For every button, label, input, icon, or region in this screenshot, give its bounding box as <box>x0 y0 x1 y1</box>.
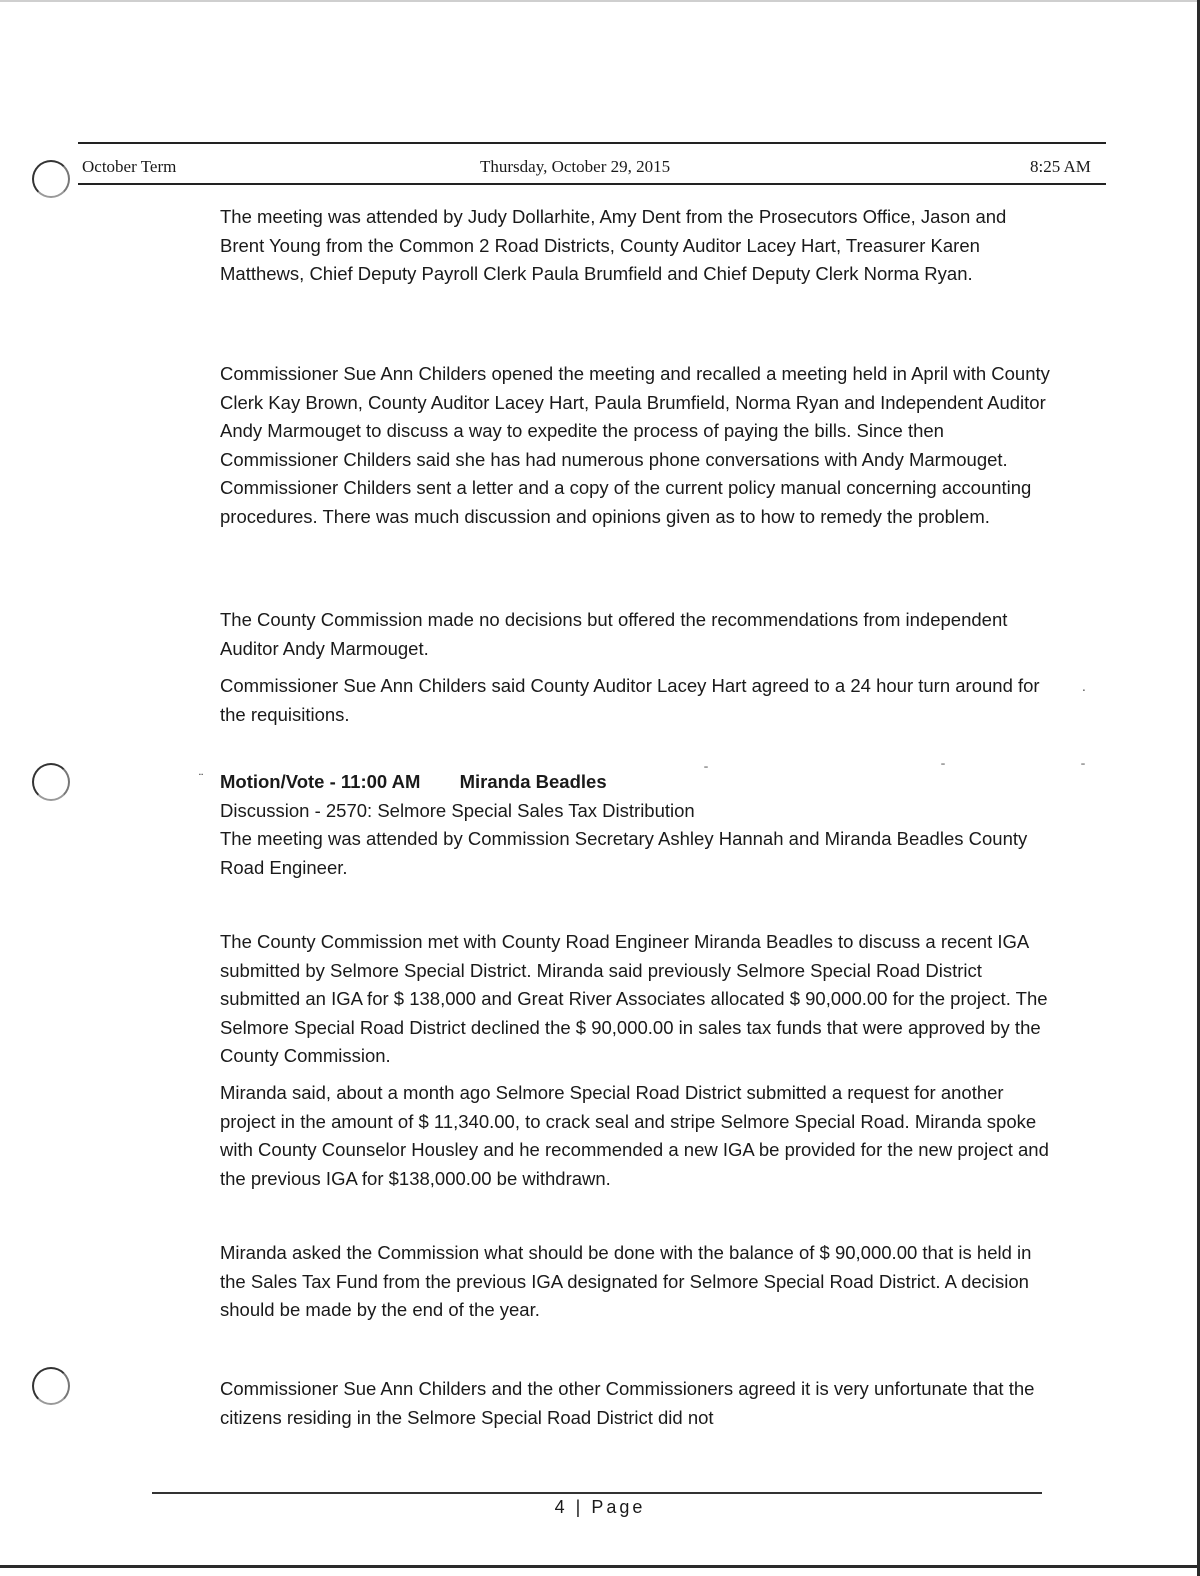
stray-mark: ˉ <box>703 765 709 779</box>
paragraph-iga <box>220 928 1050 1071</box>
paragraph-attendees <box>220 203 1050 289</box>
stray-mark: ˉ <box>940 762 946 776</box>
footer-rule <box>152 1492 1042 1494</box>
paragraph-no-decisions <box>220 606 1050 663</box>
punch-hole-top <box>32 160 70 198</box>
header-rule-top <box>78 142 1106 144</box>
stray-mark: ¨ <box>198 772 204 786</box>
paragraph-text: Commissioner Sue Ann Childers opened the meeting and recalled a meeting held in April with County Clerk Kay Brown, County Auditor Lacey Hart, Paula Brumfield, Norma Ryan and Independent Auditor Andy Marmouget to discuss a way to expedite the process of paying the bills. Since then Commissioner Childers said she has had numerous phone conversations with Andy Marmouget. Commissioner Childers sent a letter and a copy of the current policy manual concerning accounting procedures. There was much discussion and opinions given as to how to remedy the problem. <box>220 363 1050 527</box>
motion-name: Miranda Beadles <box>459 771 607 792</box>
paragraph-balance <box>220 1239 1050 1325</box>
motion-section <box>220 768 1050 882</box>
paragraph-opening <box>220 360 1050 531</box>
header-date: Thursday, October 29, 2015 <box>480 157 671 176</box>
paragraph-new-project <box>220 1079 1050 1193</box>
header-time: 8:25 AM <box>1030 157 1091 176</box>
stray-mark: . <box>1082 680 1086 694</box>
scan-edge-bottom <box>0 1565 1200 1568</box>
page-number: 4 | Page <box>554 1497 646 1517</box>
paragraph-text: Commissioner Sue Ann Childers said County Auditor Lacey Hart agreed to a 24 hour turn around for the requisitions. <box>220 675 1040 725</box>
motion-label: Motion/Vote - 11:00 AM <box>220 771 421 792</box>
paragraph-text: The meeting was attended by Judy Dollarhite, Amy Dent from the Prosecutors Office, Jason and Brent Young from the Common 2 Road Districts, County Auditor Lacey Hart, Treasurer Karen Matthews, Chief Deputy Payroll Clerk Paula Brumfield and Chief Deputy Clerk Norma Ryan. <box>220 206 1007 284</box>
punch-hole-middle <box>32 763 70 801</box>
paragraph-text: The County Commission made no decisions but offered the recommendations from independent Auditor Andy Marmouget. <box>220 609 1008 659</box>
header-term: October Term <box>82 157 177 176</box>
paragraph-text: The County Commission met with County Road Engineer Miranda Beadles to discuss a recent IGA submitted by Selmore Special District. Miranda said previously Selmore Special Road District submitted an IGA for $ 138,000 and Great River Associates allocated $ 90,000.00 for the project. The Selmore Special Road District declined the $ 90,000.00 in sales tax funds that were approved by the County Commission. <box>220 931 1048 1066</box>
paragraph-turnaround <box>220 672 1050 729</box>
paragraph-text: Miranda said, about a month ago Selmore Special Road District submitted a request for another project in the amount of $ 11,340.00, to crack seal and stripe Selmore Special Road. Miranda spoke with County Counselor Housley and he recommended a new IGA be provided for the new project and the previous IGA for $138,000.00 be withdrawn. <box>220 1082 1049 1189</box>
scan-edge-top <box>0 0 1200 2</box>
stray-mark: ˉ <box>1080 762 1086 776</box>
motion-heading <box>220 768 1050 797</box>
paragraph-citizens <box>220 1375 1050 1432</box>
paragraph-text: Miranda asked the Commission what should be done with the balance of $ 90,000.00 that is held in the Sales Tax Fund from the previous IGA designated for Selmore Special Road District. A decision should be made by the end of the year. <box>220 1242 1032 1320</box>
discussion-line: Discussion - 2570: Selmore Special Sales Tax Distribution <box>220 799 695 821</box>
header-rule-bottom <box>78 183 1106 185</box>
paragraph-text: Commissioner Sue Ann Childers and the other Commissioners agreed it is very unfortunate that the citizens residing in the Selmore Special Road District did not <box>220 1378 1035 1428</box>
punch-hole-bottom <box>32 1367 70 1405</box>
paragraph-text: The meeting was attended by Commission Secretary Ashley Hannah and Miranda Beadles County Road Engineer. <box>220 828 1028 878</box>
